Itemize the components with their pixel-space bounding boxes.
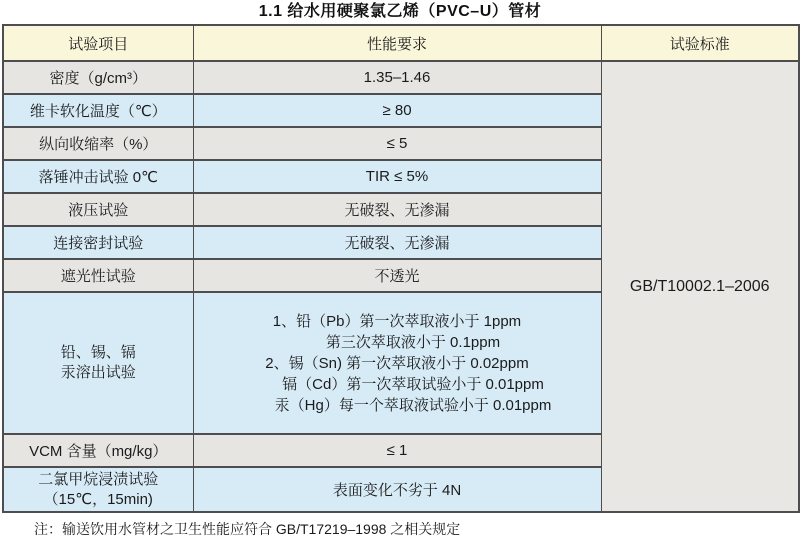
- test-item-vcm: VCM 含量（mg/kg）: [3, 434, 193, 467]
- test-item-opacity: 遮光性试验: [3, 259, 193, 292]
- metal-req-line-4: 镉（Cd）第一次萃取试验小于 0.01ppm: [282, 375, 544, 393]
- req-hydrostatic: 无破裂、无渗漏: [193, 193, 601, 226]
- standard-cell: GB/T10002.1–2006: [601, 61, 799, 512]
- metal-item-line1: 铅、锡、镉: [60, 344, 136, 361]
- test-item-dcm: [3, 467, 193, 512]
- metal-req-line-5: 汞（Hg）每一个萃取液试验小于 0.01ppm: [274, 396, 552, 414]
- req-metal-leaching: [193, 292, 601, 434]
- metal-item-line2: 汞溶出试验: [60, 364, 136, 381]
- test-item-density: 密度（g/cm³）: [3, 61, 193, 94]
- test-item-hydrostatic: 液压试验: [3, 193, 193, 226]
- test-item-vicat: 维卡软化温度（℃）: [3, 94, 193, 127]
- row-density: [3, 61, 799, 94]
- spec-table: [2, 24, 800, 513]
- req-dcm: 表面变化不劣于 4N: [193, 467, 601, 512]
- req-vicat: ≥ 80: [193, 94, 601, 127]
- col-header-performance: 性能要求: [193, 25, 601, 61]
- req-density: 1.35–1.46: [193, 61, 601, 94]
- test-item-impact: 落锤冲击试验 0℃: [3, 160, 193, 193]
- req-joint-seal: 无破裂、无渗漏: [193, 226, 601, 259]
- metal-req-line-1: 1、铅（Pb）第一次萃取液小于 1ppm: [272, 312, 522, 330]
- page-title: 1.1 给水用硬聚氯乙烯（PVC–U）管材: [258, 3, 542, 20]
- metal-req-line-3: 2、锡（Sn) 第一次萃取液小于 0.02ppm: [265, 354, 529, 372]
- col-header-standard: 试验标准: [601, 25, 799, 61]
- req-opacity: 不透光: [193, 259, 601, 292]
- test-item-joint-seal: 连接密封试验: [3, 226, 193, 259]
- test-item-shrinkage: 纵向收缩率（%）: [3, 127, 193, 160]
- test-item-metal-leaching: [3, 292, 193, 434]
- header-row: [3, 25, 799, 61]
- req-shrinkage: ≤ 5: [193, 127, 601, 160]
- metal-req-line-2: 第三次萃取液小于 0.1ppm: [325, 333, 501, 351]
- col-header-test-item: 试验项目: [3, 25, 193, 61]
- req-vcm: ≤ 1: [193, 434, 601, 467]
- dcm-item-line2: （15℃，15min): [43, 490, 153, 508]
- req-impact: TIR ≤ 5%: [193, 160, 601, 193]
- dcm-item-line1: 二氯甲烷浸渍试验: [38, 470, 159, 488]
- footnote: 注：输送饮用水管材之卫生性能应符合 GB/T17219–1998 之相关规定: [34, 521, 461, 537]
